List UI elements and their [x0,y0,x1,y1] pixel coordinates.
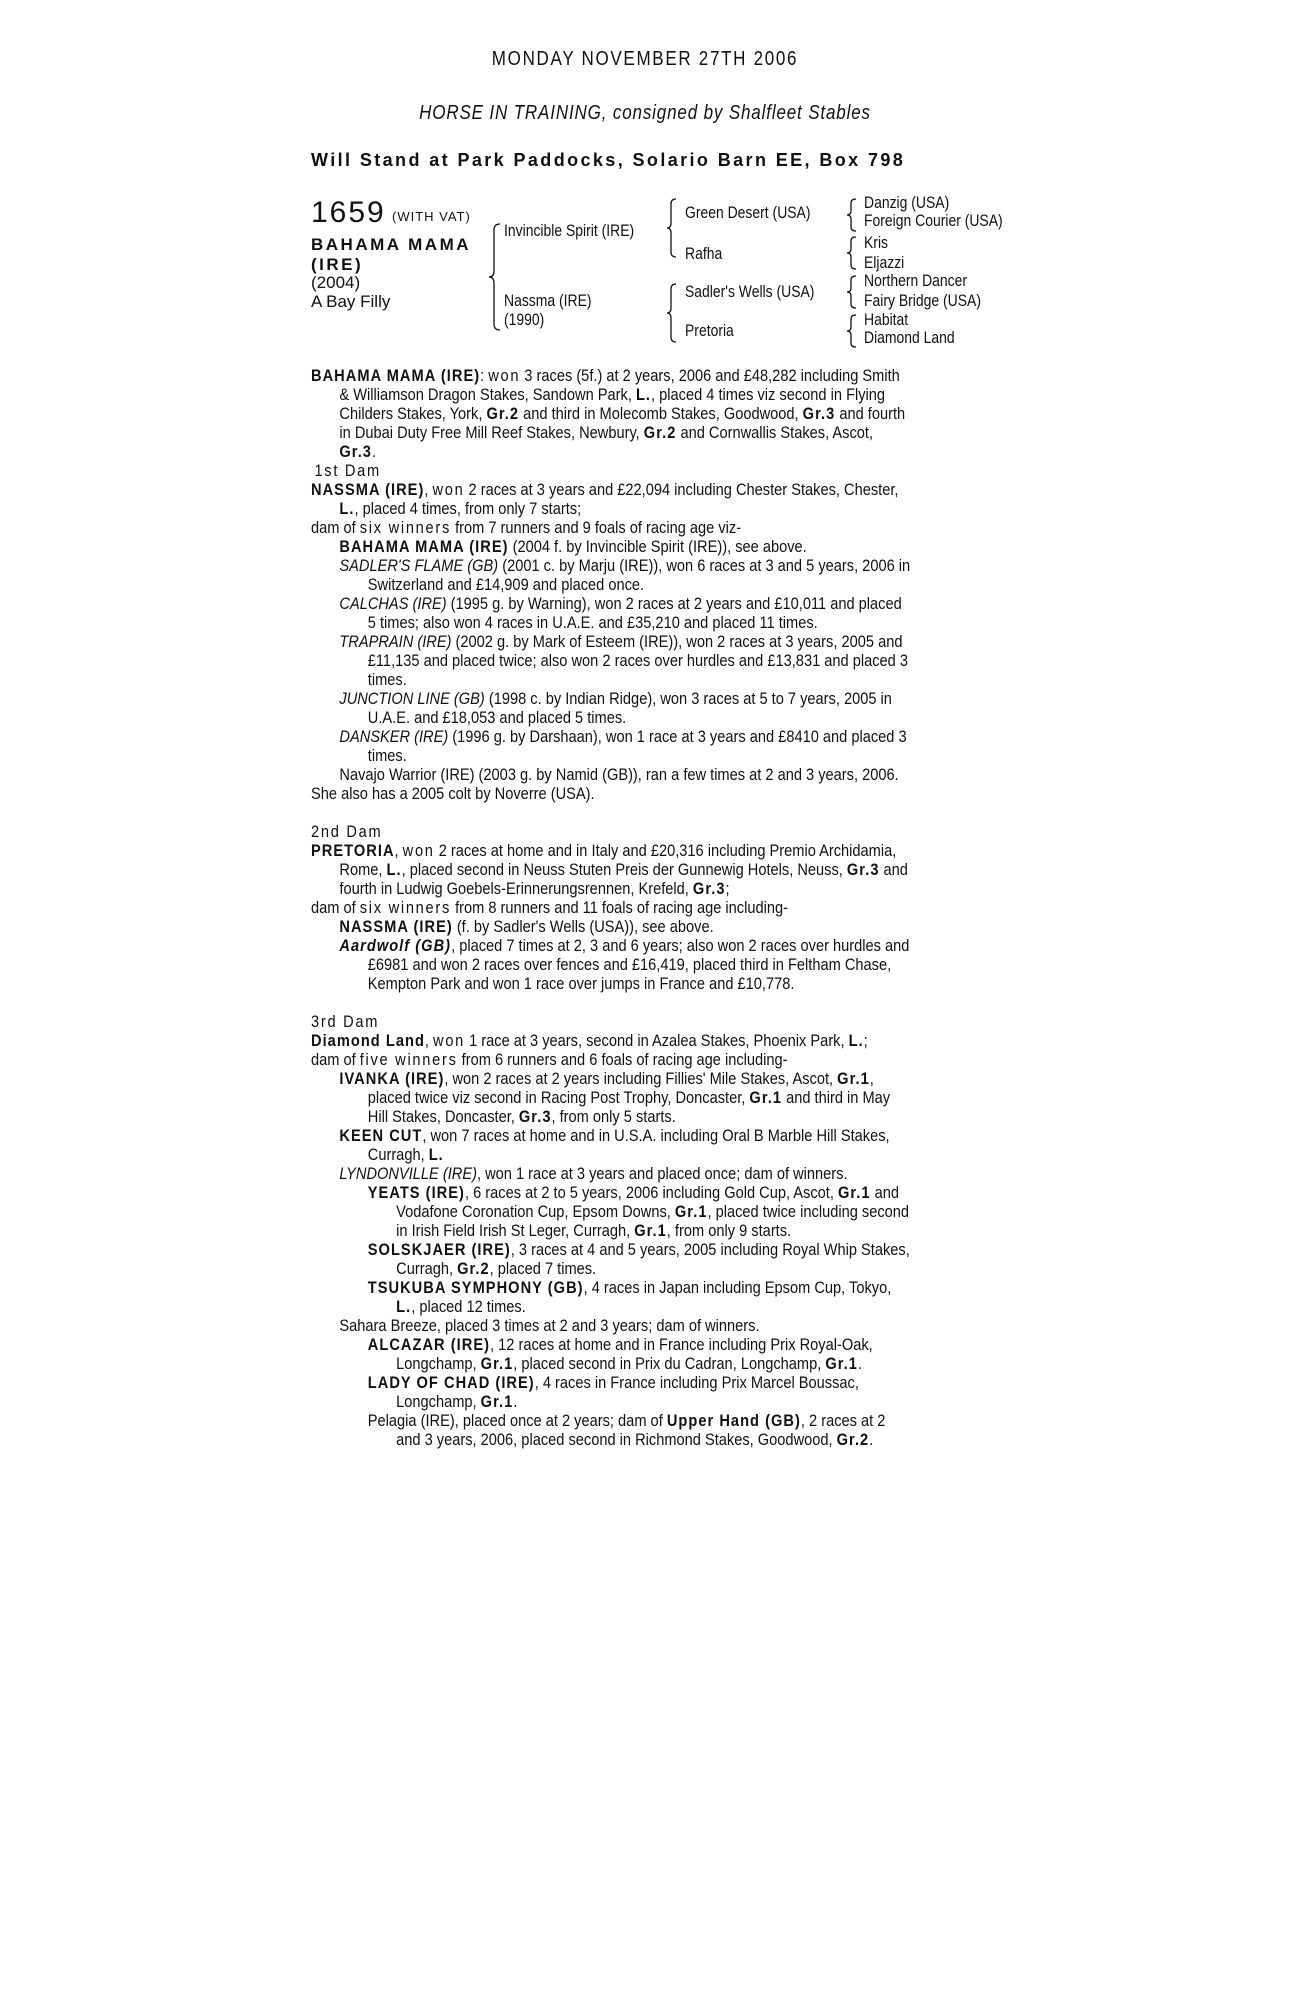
pedigree-brace-sire [666,197,678,259]
first-dam-summary: NASSMA (IRE), won 2 races at 3 years and £22,094 including Chester Stakes, Chester, L., placed 4 times, from only 7 starts; [311,480,899,518]
pedigree-sd-sire: Kris [864,233,889,252]
pedigree-brace-dd [846,313,858,349]
grandproduce-entry: LADY OF CHAD (IRE), 4 races in France including Prix Marcel Boussac, Longchamp, Gr.1. [367,1373,859,1411]
grandproduce-entry: Pelagia (IRE), placed once at 2 years; dam of Upper Hand (GB), 2 races at 2 and 3 years, 2006, placed second in Richmond Stakes, Goodwood, Gr.2. [367,1411,886,1449]
lot-vat: (WITH VAT) [392,209,471,224]
first-dam-note: She also has a 2005 colt by Noverre (USA). [311,784,595,803]
pedigree-sd-dam: Eljazzi [864,253,905,272]
first-dam-produce-intro: dam of six winners from 7 runners and 9 foals of racing age viz- [311,518,742,537]
produce-entry: DANSKER (IRE) (1996 g. by Darshaan), won 1 race at 3 years and £8410 and placed 3 times. [339,727,907,765]
grandproduce-entry: ALCAZAR (IRE), 12 races at home and in France including Prix Royal-Oak, Longchamp, Gr.1, placed second in Prix du Cadran, Longchamp, Gr.1. [367,1335,873,1373]
pedigree-dam-dam: Pretoria [685,321,734,340]
produce-entry: NASSMA (IRE) (f. by Sadler's Wells (USA)), see above. [339,917,714,936]
pedigree-ds-dam: Fairy Bridge (USA) [864,291,981,310]
horse-summary: BAHAMA MAMA (IRE): won 3 races (5f.) at 2 years, 2006 and £48,282 including Smith & Williamson Dragon Stakes, Sandown Park, L., placed 4 times viz second in Flying Childers Stakes, York, Gr.2 and third in Molecomb Stakes, Goodwood, Gr.3 and fourth in Dubai Duty Free Mill Reef Stakes, Newbury, Gr.2 and Cornwallis Stakes, Ascot, Gr.3. [311,366,906,461]
pedigree-brace-dam [666,282,678,344]
horse-name-line1: BAHAMA MAMA [311,235,472,254]
second-dam-heading: 2nd Dam [311,822,383,841]
pedigree-brace-ss [846,197,858,233]
grandproduce-entry: SOLSKJAER (IRE), 3 races at 4 and 5 years, 2005 including Royal Whip Stakes, Curragh, Gr.2, placed 7 times. [367,1240,910,1278]
pedigree-ds-sire: Northern Dancer [864,271,968,290]
pedigree-brace-ds [846,274,858,310]
horse-name-line2: (IRE) [311,255,364,274]
pedigree-brace-main [488,222,502,332]
stand-location: Will Stand at Park Paddocks, Solario Barn EE, Box 798 [311,150,906,170]
lot-number: 1659 [311,196,386,229]
produce-entry: Navajo Warrior (IRE) (2003 g. by Namid (GB)), ran a few times at 2 and 3 years, 2006. [339,765,899,784]
horse-name [311,235,471,275]
pedigree-brace-sd [846,235,858,271]
pedigree-dd-dam: Diamond Land [864,328,955,347]
grandproduce-entry: TSUKUBA SYMPHONY (GB), 4 races in Japan including Epsom Cup, Tokyo, L., placed 12 times. [367,1278,892,1316]
horse-info [311,273,390,311]
produce-entry: BAHAMA MAMA (IRE) (2004 f. by Invincible Spirit (IRE)), see above. [339,537,807,556]
second-dam-summary: PRETORIA, won 2 races at home and in Italy and £20,316 including Premio Archidamia, Rome, L., placed second in Neuss Stuten Preis der Gunnewig Hotels, Neuss, Gr.3 and fourth in Ludwig Goebels-Erinnerungsrennen, Krefeld, Gr.3; [311,841,908,898]
sale-date: MONDAY NOVEMBER 27TH 2006 [491,48,799,70]
pedigree-sire: Invincible Spirit (IRE) [504,221,635,240]
produce-entry: TRAPRAIN (IRE) (2002 g. by Mark of Esteem (IRE)), won 2 races at 3 years, 2005 and £11,135 and placed twice; also won 2 races over hurdles and £13,831 and placed 3 times. [339,632,909,689]
produce-entry: Sahara Breeze, placed 3 times at 2 and 3 years; dam of winners. [339,1316,760,1335]
third-dam-heading: 3rd Dam [311,1012,380,1031]
third-dam-summary: Diamond Land, won 1 race at 3 years, second in Azalea Stakes, Phoenix Park, L.; [311,1031,868,1050]
pedigree-dam-year: (1990) [504,310,545,329]
catalogue-body [311,366,913,1449]
produce-entry: CALCHAS (IRE) (1995 g. by Warning), won 2 races at 2 years and £10,011 and placed 5 times; also won 4 races in U.A.E. and £35,210 and placed 11 times. [339,594,902,632]
produce-entry: SADLER'S FLAME (GB) (2001 c. by Marju (IRE)), won 6 races at 3 and 5 years, 2006 in Switzerland and £14,909 and placed once. [339,556,911,594]
horse-year: (2004) [311,273,361,292]
consignor-line: HORSE IN TRAINING, consigned by Shalfleet Stables [419,102,871,124]
third-dam-produce-intro: dam of five winners from 6 runners and 6 foals of racing age including- [311,1050,788,1069]
pedigree-dd-sire: Habitat [864,310,909,329]
pedigree-sire-sire: Green Desert (USA) [685,203,811,222]
produce-entry: KEEN CUT, won 7 races at home and in U.S.A. including Oral B Marble Hill Stakes, Curragh, L. [339,1126,890,1164]
first-dam-heading: 1st Dam [314,461,381,480]
pedigree-sire-dam: Rafha [685,244,723,263]
horse-description: A Bay Filly [311,292,391,311]
produce-entry: Aardwolf (GB), placed 7 times at 2, 3 and 6 years; also won 2 races over hurdles and £6981 and won 2 races over fences and £16,419, placed third in Feltham Chase, Kempton Park and won 1 race over jumps in France and £10,778. [339,936,910,993]
produce-entry: IVANKA (IRE), won 2 races at 2 years including Fillies' Mile Stakes, Ascot, Gr.1, placed twice viz second in Racing Post Trophy, Doncaster, Gr.1 and third in May Hill Stakes, Doncaster, Gr.3, from only 5 starts. [339,1069,891,1126]
pedigree-ss-dam: Foreign Courier (USA) [864,211,1003,230]
second-dam-produce-intro: dam of six winners from 8 runners and 11 foals of racing age including- [311,898,789,917]
produce-entry: LYNDONVILLE (IRE), won 1 race at 3 years and placed once; dam of winners. [339,1164,848,1183]
pedigree-ss-sire: Danzig (USA) [864,193,950,212]
pedigree-dam: Nassma (IRE) [504,291,592,310]
produce-entry: JUNCTION LINE (GB) (1998 c. by Indian Ridge), won 3 races at 5 to 7 years, 2005 in U.A.E. and £18,053 and placed 5 times. [339,689,892,727]
pedigree-dam-sire: Sadler's Wells (USA) [685,282,815,301]
grandproduce-entry: YEATS (IRE), 6 races at 2 to 5 years, 2006 including Gold Cup, Ascot, Gr.1 and Vodafone Coronation Cup, Epsom Downs, Gr.1, placed twice including second in Irish Field Irish St Leger, Curragh, Gr.1, from only 9 starts. [367,1183,910,1240]
